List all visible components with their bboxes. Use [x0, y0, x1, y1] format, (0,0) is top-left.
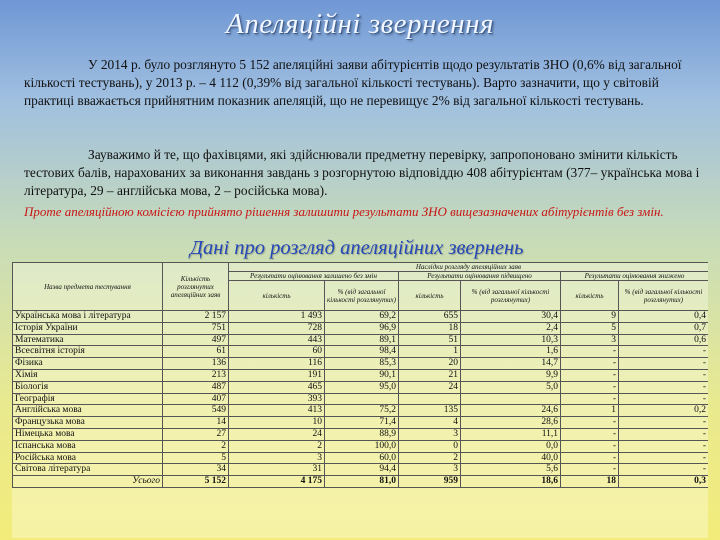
increased-pct-cell: 5,0 [461, 381, 561, 393]
increased-pct-cell: 1,6 [461, 346, 561, 358]
unchanged-pct-cell: 94,4 [325, 464, 399, 476]
decreased-qty-cell: 1 [561, 405, 619, 417]
increased-pct-cell: 5,6 [461, 464, 561, 476]
increased-pct-cell: 9,9 [461, 369, 561, 381]
unchanged-pct-cell: 89,1 [325, 334, 399, 346]
decreased-qty-cell: - [561, 428, 619, 440]
increased-pct-cell [461, 393, 561, 405]
th-subject: Назва предмета тестування [13, 263, 163, 311]
commission-decision-note: Проте апеляційною комісією прийнято рішення залишити результати ЗНО вищезазначених абітурієнтів без змін. [24, 204, 664, 219]
decreased-qty-cell: - [561, 358, 619, 370]
table-row [13, 311, 709, 323]
unchanged-qty-cell: 60 [229, 346, 325, 358]
th-pct-increased: % (від загальної кількості розглянутих) [461, 281, 561, 311]
count-cell: 136 [163, 358, 229, 370]
count-cell: 2 157 [163, 311, 229, 323]
unchanged-qty-cell: 465 [229, 381, 325, 393]
decreased-pct-cell: - [619, 428, 709, 440]
count-cell: 549 [163, 405, 229, 417]
subject-cell: Світова література [13, 464, 163, 476]
decreased-pct-cell: - [619, 464, 709, 476]
subject-cell: Математика [13, 334, 163, 346]
unchanged-pct-cell [325, 393, 399, 405]
table-row [13, 346, 709, 358]
decreased-pct-cell: - [619, 369, 709, 381]
unchanged-qty-cell: 116 [229, 358, 325, 370]
decreased-pct-cell: 0,3 [619, 476, 709, 488]
unchanged-pct-cell: 60,0 [325, 452, 399, 464]
subject-cell: Історія України [13, 322, 163, 334]
unchanged-pct-cell: 98,4 [325, 346, 399, 358]
unchanged-qty-cell: 443 [229, 334, 325, 346]
slide-title: Апеляційні звернення [225, 8, 495, 40]
count-cell: 751 [163, 322, 229, 334]
paragraph-appeals-count: У 2014 р. було розглянуто 5 152 апеляційні заяви абітурієнтів щодо результатів ЗНО (0,6% від загальної кількості тестувань), у 2013 р. – 4 112 (0,39% від загальної кількості тестувань). Варто зазначити, що у світовій практиці вважається прийнятним показник апеляцій, що не перевищує 2% від загальної кількості тестувань. [24, 57, 682, 108]
decreased-pct-cell: - [619, 452, 709, 464]
table-row [13, 440, 709, 452]
increased-pct-cell: 14,7 [461, 358, 561, 370]
decreased-qty-cell: - [561, 417, 619, 429]
increased-qty-cell [399, 393, 461, 405]
count-cell: 27 [163, 428, 229, 440]
count-cell: 2 [163, 440, 229, 452]
increased-qty-cell: 959 [399, 476, 461, 488]
subject-cell: Біологія [13, 381, 163, 393]
table-row [13, 358, 709, 370]
decreased-pct-cell: 0,4 [619, 311, 709, 323]
count-cell: 487 [163, 381, 229, 393]
decreased-pct-cell: - [619, 381, 709, 393]
increased-qty-cell: 51 [399, 334, 461, 346]
decreased-qty-cell: - [561, 440, 619, 452]
decreased-qty-cell: 9 [561, 311, 619, 323]
decreased-pct-cell: - [619, 417, 709, 429]
increased-qty-cell: 4 [399, 417, 461, 429]
table-row [13, 417, 709, 429]
unchanged-pct-cell: 100,0 [325, 440, 399, 452]
th-unchanged: Результати оцінювання залишено без змін [229, 272, 399, 281]
subject-cell: Географія [13, 393, 163, 405]
decreased-qty-cell: - [561, 393, 619, 405]
increased-qty-cell: 3 [399, 428, 461, 440]
subject-cell: Українська мова і література [13, 311, 163, 323]
table-body [13, 311, 709, 488]
decreased-pct-cell: 0,7 [619, 322, 709, 334]
table-total-row [13, 476, 709, 488]
unchanged-pct-cell: 96,9 [325, 322, 399, 334]
increased-pct-cell: 18,6 [461, 476, 561, 488]
subject-cell: Французька мова [13, 417, 163, 429]
table-row [13, 381, 709, 393]
appeals-table-container [12, 262, 708, 538]
unchanged-qty-cell: 10 [229, 417, 325, 429]
subject-cell: Всесвітня історія [13, 346, 163, 358]
table-row [13, 464, 709, 476]
increased-pct-cell: 11,1 [461, 428, 561, 440]
unchanged-pct-cell: 88,9 [325, 428, 399, 440]
decreased-qty-cell: 3 [561, 334, 619, 346]
paragraph-score-changes: Зауважимо й те, що фахівцями, які здійснювали предметну перевірку, запропоновано змінити кількість тестових балів, нарахованих за виконання завдань з розгорнутою відповіддю 408 абітурієнтам (377– українська мова і література, 29 – англійська мова, 2 – російська мова). [24, 147, 700, 198]
count-cell: 61 [163, 346, 229, 358]
unchanged-qty-cell: 1 493 [229, 311, 325, 323]
decreased-pct-cell: - [619, 440, 709, 452]
th-decreased: Результати оцінювання знижено [561, 272, 709, 281]
count-cell: 213 [163, 369, 229, 381]
count-cell: 14 [163, 417, 229, 429]
th-pct-decreased: % (від загальної кількості розглянутих) [619, 281, 709, 311]
unchanged-qty-cell: 24 [229, 428, 325, 440]
unchanged-qty-cell: 4 175 [229, 476, 325, 488]
decreased-qty-cell: 18 [561, 476, 619, 488]
subject-cell: Німецька мова [13, 428, 163, 440]
table-row [13, 452, 709, 464]
unchanged-qty-cell: 728 [229, 322, 325, 334]
count-cell: 407 [163, 393, 229, 405]
th-qty-decreased: кількість [561, 281, 619, 311]
unchanged-pct-cell: 90,1 [325, 369, 399, 381]
th-group: Наслідки розгляду апеляційних заяв [229, 263, 709, 272]
th-qty-unchanged: кількість [229, 281, 325, 311]
increased-qty-cell: 655 [399, 311, 461, 323]
decreased-qty-cell: - [561, 346, 619, 358]
th-count: Кількість розглянутих апеляційних заяв [163, 263, 229, 311]
decreased-qty-cell: - [561, 452, 619, 464]
unchanged-pct-cell: 71,4 [325, 417, 399, 429]
table-row [13, 322, 709, 334]
unchanged-pct-cell: 69,2 [325, 311, 399, 323]
th-pct-unchanged: % (від загальної кількості розглянутих) [325, 281, 399, 311]
appeals-table [12, 262, 708, 488]
decreased-pct-cell: 0,2 [619, 405, 709, 417]
decreased-pct-cell: - [619, 358, 709, 370]
unchanged-qty-cell: 2 [229, 440, 325, 452]
table-row [13, 405, 709, 417]
unchanged-qty-cell: 31 [229, 464, 325, 476]
table-row [13, 334, 709, 346]
unchanged-qty-cell: 413 [229, 405, 325, 417]
increased-qty-cell: 1 [399, 346, 461, 358]
increased-pct-cell: 24,6 [461, 405, 561, 417]
count-cell: 5 152 [163, 476, 229, 488]
table-subtitle: Дані про розгляд апеляційних звернень [190, 237, 524, 259]
th-qty-increased: кількість [399, 281, 461, 311]
count-cell: 5 [163, 452, 229, 464]
decreased-qty-cell: - [561, 464, 619, 476]
subject-cell: Хімія [13, 369, 163, 381]
subject-cell: Англійська мова [13, 405, 163, 417]
unchanged-pct-cell: 75,2 [325, 405, 399, 417]
decreased-qty-cell: - [561, 369, 619, 381]
decreased-pct-cell: - [619, 346, 709, 358]
increased-pct-cell: 2,4 [461, 322, 561, 334]
increased-pct-cell: 0,0 [461, 440, 561, 452]
unchanged-pct-cell: 81,0 [325, 476, 399, 488]
subject-cell: Фізика [13, 358, 163, 370]
increased-pct-cell: 28,6 [461, 417, 561, 429]
subject-cell: Іспанська мова [13, 440, 163, 452]
decreased-pct-cell: 0,6 [619, 334, 709, 346]
unchanged-pct-cell: 95,0 [325, 381, 399, 393]
increased-pct-cell: 10,3 [461, 334, 561, 346]
decreased-qty-cell: - [561, 381, 619, 393]
increased-qty-cell: 24 [399, 381, 461, 393]
table-row [13, 393, 709, 405]
increased-qty-cell: 18 [399, 322, 461, 334]
decreased-pct-cell: - [619, 393, 709, 405]
increased-pct-cell: 40,0 [461, 452, 561, 464]
subject-cell: Російська мова [13, 452, 163, 464]
increased-qty-cell: 3 [399, 464, 461, 476]
count-cell: 34 [163, 464, 229, 476]
unchanged-qty-cell: 191 [229, 369, 325, 381]
increased-qty-cell: 21 [399, 369, 461, 381]
increased-qty-cell: 135 [399, 405, 461, 417]
count-cell: 497 [163, 334, 229, 346]
th-increased: Результати оцінювання підвищено [399, 272, 561, 281]
unchanged-qty-cell: 3 [229, 452, 325, 464]
table-row [13, 428, 709, 440]
increased-pct-cell: 30,4 [461, 311, 561, 323]
unchanged-pct-cell: 85,3 [325, 358, 399, 370]
table-row [13, 369, 709, 381]
decreased-qty-cell: 5 [561, 322, 619, 334]
increased-qty-cell: 0 [399, 440, 461, 452]
increased-qty-cell: 20 [399, 358, 461, 370]
subject-cell: Усього [13, 476, 163, 488]
increased-qty-cell: 2 [399, 452, 461, 464]
unchanged-qty-cell: 393 [229, 393, 325, 405]
